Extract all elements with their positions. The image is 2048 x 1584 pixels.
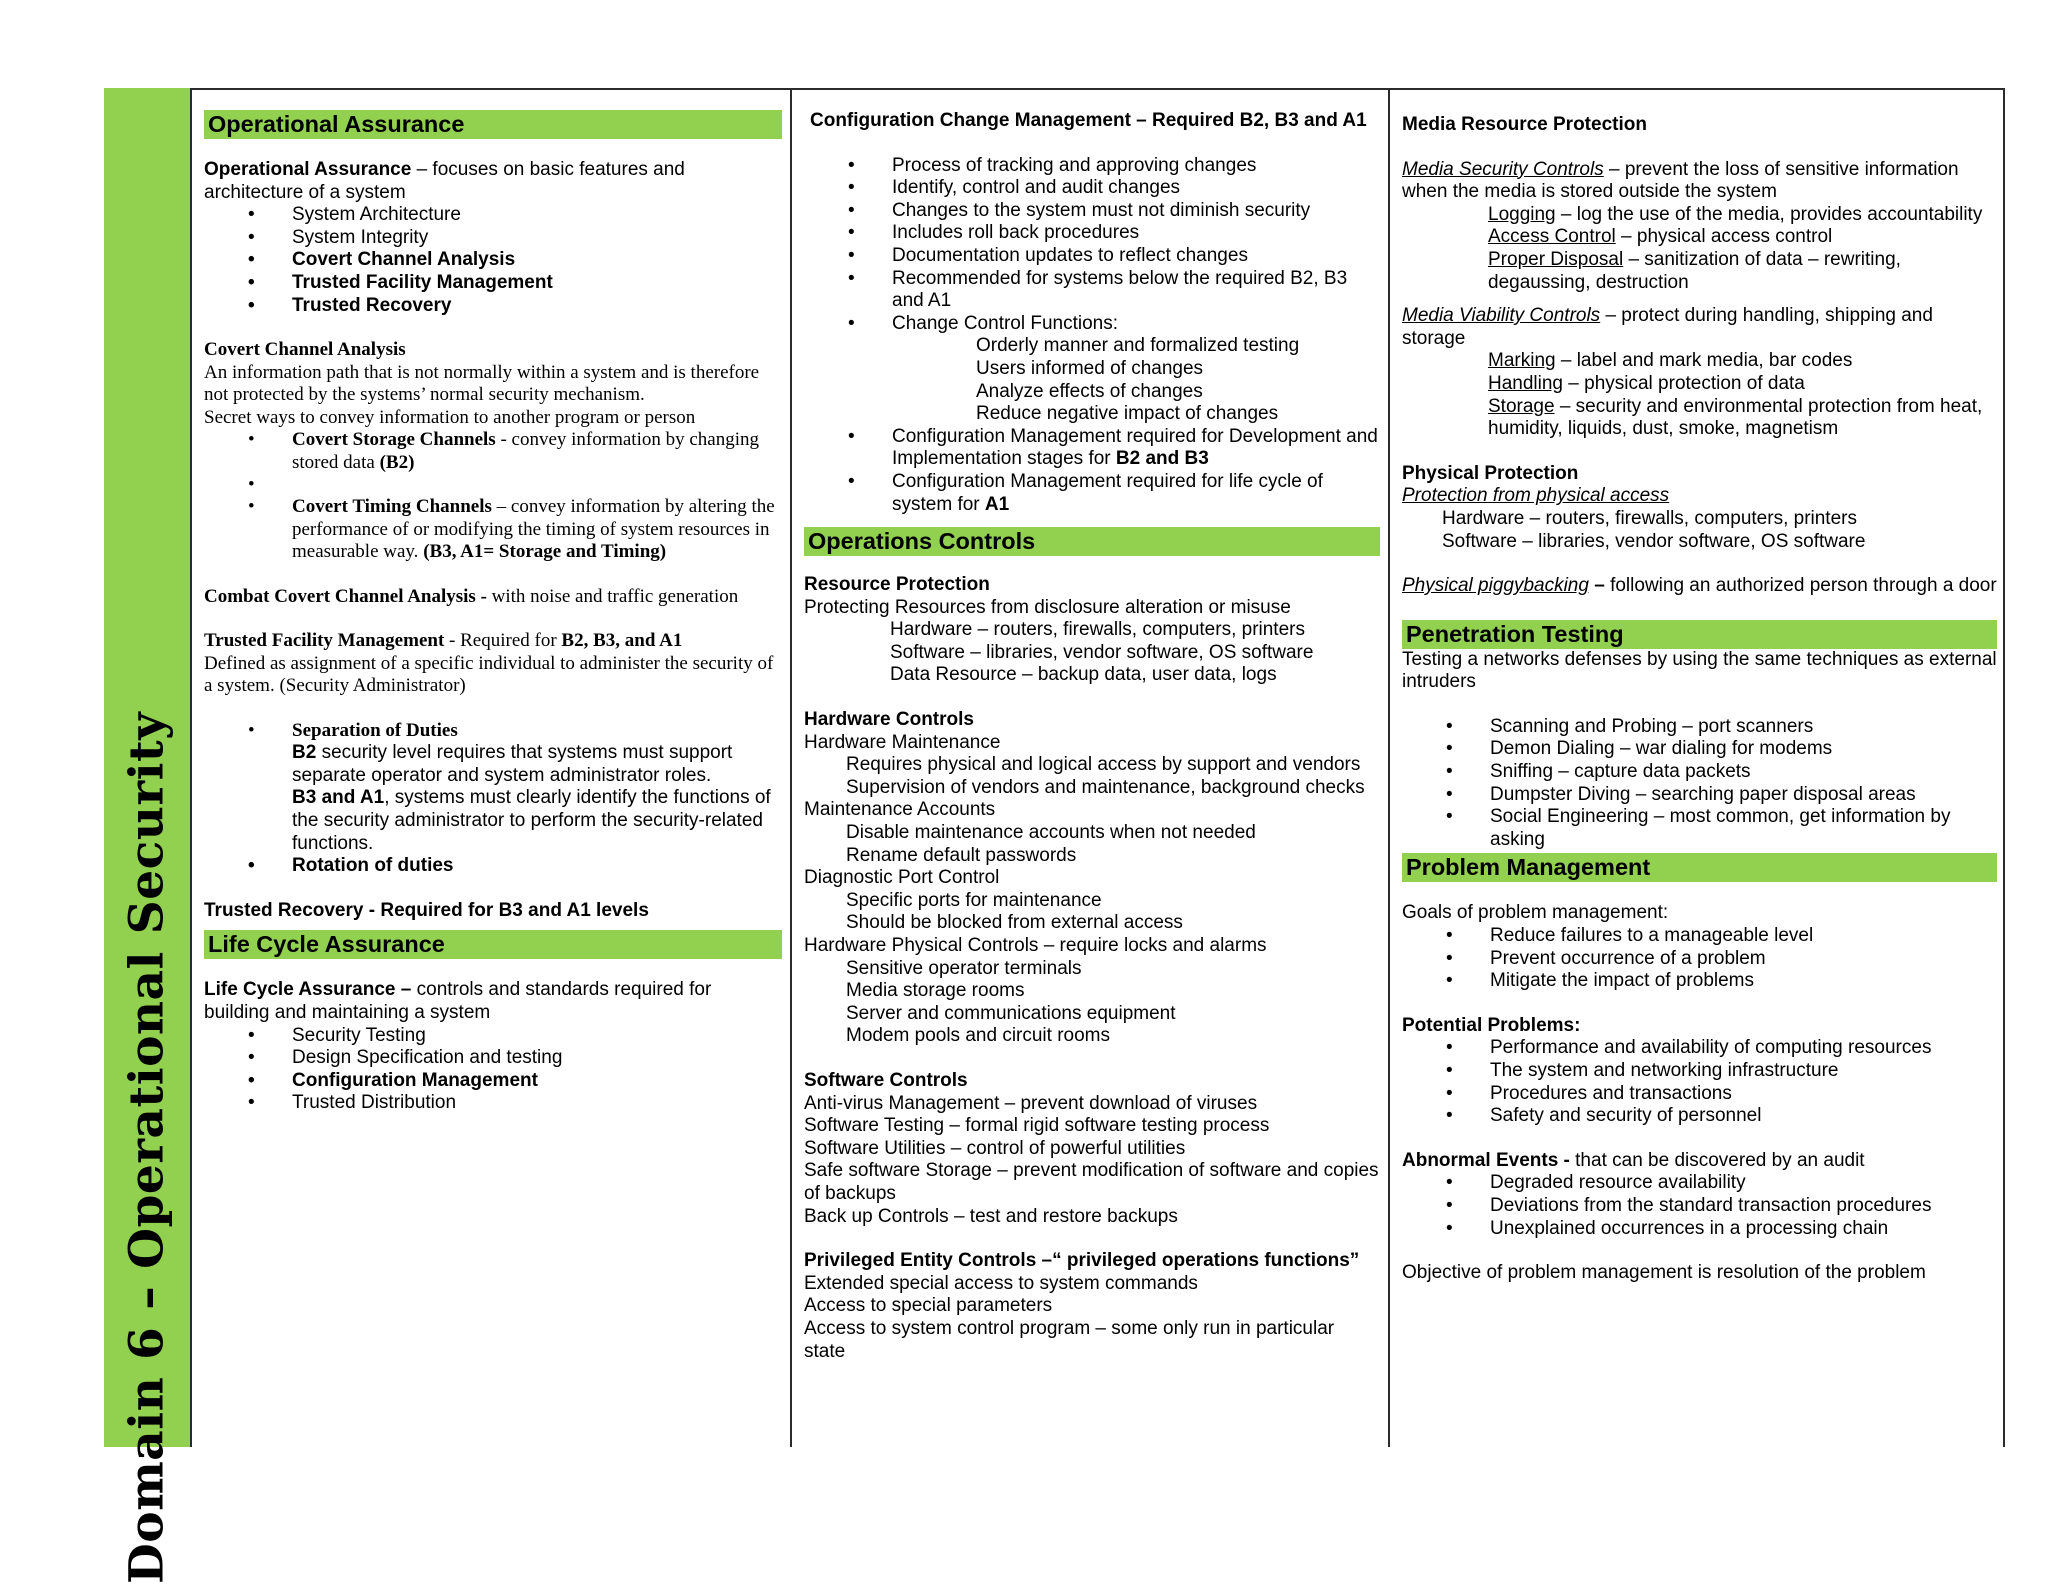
covert-channel-block <box>204 339 782 742</box>
list-item: Software Testing – formal rigid software testing process <box>804 1115 1270 1137</box>
pp-list <box>1402 508 1997 553</box>
list-item: Reduce negative impact of changes <box>976 403 1279 425</box>
list-item: Software – libraries, vendor software, OS software <box>890 641 1314 663</box>
mvc-list <box>1402 350 1997 440</box>
list-item: Handling – physical protection of data <box>1488 372 1805 394</box>
section-head-problem-management: Problem Management <box>1402 853 1997 882</box>
list-item: • Configuration Management required for Development and Implementation stages for B2 and B3 <box>892 426 1380 471</box>
list-item: • Sniffing – capture data packets <box>1490 761 1997 784</box>
list-item: Requires physical and logical access by support and vendors <box>846 754 1361 776</box>
pec-title: Privileged Entity Controls –“ privileged operations functions” <box>804 1250 1360 1272</box>
list-item: Back up Controls – test and restore backups <box>804 1205 1178 1227</box>
list-item: • Prevent occurrence of a problem <box>1490 948 1997 971</box>
cm-list <box>804 426 1380 516</box>
list-item: Media storage rooms <box>846 980 1025 1002</box>
abnormal-events: Abnormal Events - that can be discovered by an audit <box>1402 1149 1865 1171</box>
ccm-list <box>804 155 1380 336</box>
lca-list <box>204 1025 782 1115</box>
list-item: • Configuration Management <box>292 1070 782 1093</box>
pm-goals: Goals of problem management: <box>1402 902 1669 924</box>
hc-maint-list <box>804 754 1380 799</box>
lca-intro: Life Cycle Assurance – controls and standards required for building and maintaining a system <box>204 979 712 1023</box>
list-item: Server and communications equipment <box>846 1002 1176 1024</box>
hc-phys-list <box>804 958 1380 1048</box>
hc-maint: Hardware Maintenance <box>804 731 1001 753</box>
column-1 <box>192 90 790 1447</box>
list-item: Software – libraries, vendor software, OS software <box>1442 530 1866 552</box>
list-item: Anti-virus Management – prevent download of viruses <box>804 1092 1258 1114</box>
list-item: Hardware – routers, firewalls, computers, printers <box>890 619 1305 641</box>
list-item: • Dumpster Diving – searching paper disposal areas <box>1490 784 1997 807</box>
mvc: Media Viability Controls – protect during handling, shipping and storage <box>1402 305 1933 349</box>
msc-list <box>1402 204 1997 294</box>
covert-channel-types <box>204 429 782 564</box>
section-head-penetration-testing: Penetration Testing <box>1402 620 1997 649</box>
list-item: • Trusted Facility Management <box>292 272 782 295</box>
ae-list <box>1402 1172 1997 1240</box>
cca-line2: Secret ways to convey information to another program or person <box>204 406 696 428</box>
list-item: Access to special parameters <box>804 1295 1053 1317</box>
list-item: • Procedures and transactions <box>1490 1083 1997 1106</box>
section-head-operations-controls: Operations Controls <box>804 527 1380 556</box>
oa-intro: Operational Assurance – focuses on basic features and architecture of a system <box>204 159 685 203</box>
list-item: • Change Control Functions: <box>892 313 1380 336</box>
list-item: Analyze effects of changes <box>976 380 1203 402</box>
list-item: Orderly manner and formalized testing <box>976 335 1300 357</box>
list-item: • Identify, control and audit changes <box>892 177 1380 200</box>
list-item: • Reduce failures to a manageable level <box>1490 925 1997 948</box>
list-item: Logging – log the use of the media, provides accountability <box>1488 203 1983 225</box>
sc-list <box>804 1093 1380 1229</box>
hc-diag: Diagnostic Port Control <box>804 867 1000 889</box>
domain-sidebar <box>104 88 192 1584</box>
list-item: • Covert Storage Channels - convey information by changing stored data (B2) <box>292 429 782 474</box>
pec-list <box>804 1273 1380 1363</box>
list-item: Access to system control program – some only run in particular state <box>804 1317 1335 1362</box>
pp-sub: Protection from physical access <box>1402 485 1670 507</box>
list-item: • System Architecture <box>292 204 782 227</box>
sod-body: B2 security level requires that systems must support separate operator and system administrator roles. B3 and A1, systems must clearly identify the functions of the security administrator to perform the security-related functions. <box>292 742 771 854</box>
list-item: Rename default passwords <box>846 844 1077 866</box>
list-item: Users informed of changes <box>976 357 1204 379</box>
list-item: Supervision of vendors and maintenance, background checks <box>846 776 1365 798</box>
rp-list <box>804 619 1380 687</box>
list-item: Proper Disposal – sanitization of data – rewriting, degaussing, destruction <box>1488 248 1901 293</box>
list-item: Data Resource – backup data, user data, logs <box>890 664 1277 686</box>
hc-diag-list <box>804 890 1380 935</box>
pm-goal-list <box>1402 925 1997 993</box>
list-item: • Trusted Distribution <box>292 1092 782 1115</box>
pt-desc: Testing a networks defenses by using the same techniques as external intruders <box>1402 648 1997 693</box>
list-item: Disable maintenance accounts when not needed <box>846 822 1256 844</box>
list-item: Safe software Storage – prevent modification of software and copies of backups <box>804 1160 1379 1204</box>
column-3 <box>1388 90 2005 1447</box>
list-item: • Trusted Recovery <box>292 295 782 318</box>
list-item: • Performance and availability of computing resources <box>1490 1037 1997 1060</box>
cca-line1: An information path that is not normally within a system and is therefore not protected by the systems’ normal security mechanism. <box>204 361 760 406</box>
mrp-title: Media Resource Protection <box>1402 114 1647 135</box>
list-item: • Design Specification and testing <box>292 1047 782 1070</box>
list-item: • Rotation of duties <box>292 855 782 878</box>
list-item: Storage – security and environmental protection from heat, humidity, liquids, dust, smoke, magnetism <box>1488 395 1983 440</box>
list-item: Hardware – routers, firewalls, computers, printers <box>1442 507 1857 529</box>
hc-acct-list <box>804 822 1380 867</box>
trusted-recovery: Trusted Recovery - Required for B3 and A1 levels <box>204 899 649 921</box>
sod-list <box>204 720 782 743</box>
list-item: • Safety and security of personnel <box>1490 1105 1997 1128</box>
msc: Media Security Controls – prevent the loss of sensitive information when the media is stored outside the system <box>1402 158 1959 203</box>
ccf-sublist <box>804 335 1380 425</box>
list-item: Sensitive operator terminals <box>846 957 1082 979</box>
list-item: • Documentation updates to reflect changes <box>892 245 1380 268</box>
list-item: • Recommended for systems below the required B2, B3 and A1 <box>892 268 1380 313</box>
section-head-life-cycle-assurance: Life Cycle Assurance <box>204 930 782 959</box>
section-head-operational-assurance: Operational Assurance <box>204 110 782 139</box>
column-2 <box>790 90 1388 1447</box>
hc-acct: Maintenance Accounts <box>804 799 996 821</box>
tfm-def: Defined as assignment of a specific individual to administer the security of a system. (Security Administrator) <box>204 652 774 697</box>
list-item: • Unexplained occurrences in a processing chain <box>1490 1218 1997 1241</box>
list-item: • Security Testing <box>292 1025 782 1048</box>
hc-phys: Hardware Physical Controls – require locks and alarms <box>804 935 1267 956</box>
list-item: • Demon Dialing – war dialing for modems <box>1490 738 1997 761</box>
list-item: • Degraded resource availability <box>1490 1172 1997 1195</box>
rotation-list <box>204 855 782 878</box>
list-item: • Social Engineering – most common, get information by asking <box>1490 806 1997 851</box>
list-item: • Changes to the system must not diminish security <box>892 200 1380 223</box>
pm-pot-list <box>1402 1037 1997 1127</box>
list-item: • Covert Timing Channels – convey information by altering the performance of or modifying the timing of system resources in measurable way. (B3, A1= Storage and Timing) <box>292 496 782 564</box>
list-item: Should be blocked from external access <box>846 912 1183 934</box>
list-item: • Deviations from the standard transaction procedures <box>1490 1195 1997 1218</box>
ccm-title: Configuration Change Management – Required B2, B3 and A1 <box>810 110 1367 131</box>
oa-list <box>204 204 782 317</box>
domain-title: Domain 6 – Operational Security <box>119 711 175 1584</box>
list-item: • Configuration Management required for life cycle of system for A1 <box>892 471 1380 516</box>
list-item: • Scanning and Probing – port scanners <box>1490 716 1997 739</box>
sc-title: Software Controls <box>804 1069 968 1091</box>
list-item: • Covert Channel Analysis <box>292 249 782 272</box>
list-item: • Separation of Duties <box>292 720 782 743</box>
list-item: • The system and networking infrastructure <box>1490 1060 1997 1083</box>
rp-desc: Protecting Resources from disclosure alteration or misuse <box>804 596 1291 618</box>
list-item: • System Integrity <box>292 227 782 250</box>
tfm-title: Trusted Facility Management - Required for B2, B3, and A1 <box>204 630 683 652</box>
cca-title: Covert Channel Analysis <box>204 339 406 361</box>
list-item: • Process of tracking and approving changes <box>892 155 1380 178</box>
hc-title: Hardware Controls <box>804 709 974 731</box>
list-item: • Includes roll back procedures <box>892 222 1380 245</box>
pp-title: Physical Protection <box>1402 462 1579 484</box>
combat-cca: Combat Covert Channel Analysis - with noise and traffic generation <box>204 585 739 607</box>
list-item: Specific ports for maintenance <box>846 889 1102 911</box>
list-item: Marking – label and mark media, bar codes <box>1488 350 1853 372</box>
piggybacking: Physical piggybacking – following an authorized person through a door <box>1402 575 1997 597</box>
list-item: Software Utilities – control of powerful utilities <box>804 1137 1186 1159</box>
list-item: Extended special access to system commands <box>804 1272 1198 1294</box>
pm-pot: Potential Problems: <box>1402 1014 1581 1036</box>
rp-title: Resource Protection <box>804 574 990 596</box>
pt-list <box>1402 716 1997 852</box>
list-item: Access Control – physical access control <box>1488 226 1833 248</box>
list-item: Modem pools and circuit rooms <box>846 1025 1110 1047</box>
pm-objective: Objective of problem management is resolution of the problem <box>1402 1262 1926 1284</box>
list-item: • Mitigate the impact of problems <box>1490 970 1997 993</box>
